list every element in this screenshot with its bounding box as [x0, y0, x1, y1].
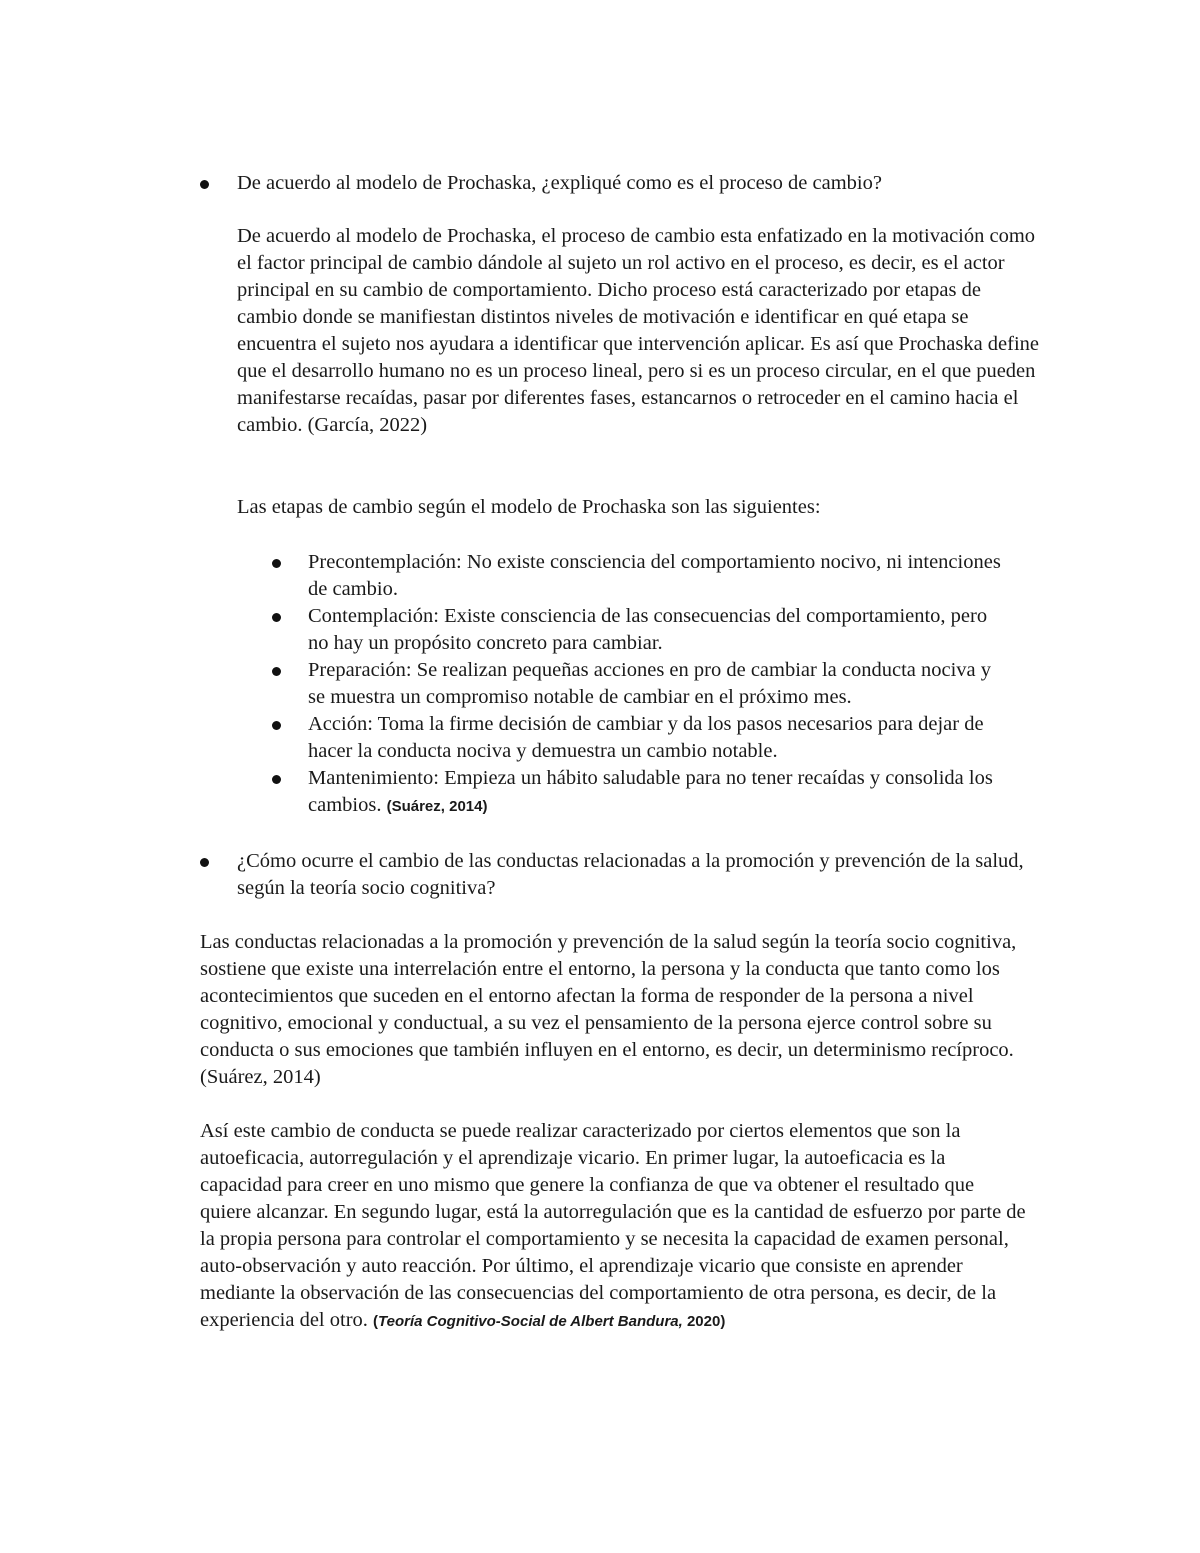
answer-2-paragraph-1: Las conductas relacionadas a la promoción y prevención de la salud según la teoría socio cognitiva, sostiene que existe una interrelación entre el entorno, la persona y la conducta que tanto como los acontecimientos que suceden en el entorno afectan la forma de responder de la persona a nivel cognitivo, emocional y conductual, a su vez el pensamiento de la persona ejerce control sobre su conducta o sus emociones que también influyen en el entorno, es decir, un determinismo recíproco. (Suárez, 2014) — [200, 931, 1017, 1088]
stages-intro: Las etapas de cambio según el modelo de Prochaska son las siguientes: — [237, 496, 821, 518]
question-1 — [200, 170, 1040, 197]
question-2 — [200, 848, 1035, 902]
bandura-citation-title: Teoría Cognitivo-Social de Albert Bandura, — [378, 1313, 683, 1330]
stage-text: Preparación: Se realizan pequeñas acciones en pro de cambiar la conducta nociva y se muestra un compromiso notable de cambiar en el próximo mes. — [308, 659, 992, 708]
bullet-icon — [272, 775, 281, 784]
stage-text: Contemplación: Existe consciencia de las consecuencias del comportamiento, pero no hay un propósito concreto para cambiar. — [308, 605, 988, 654]
stage-text: Mantenimiento: Empieza un hábito saludable para no tener recaídas y consolida los cambios. — [308, 767, 993, 816]
bullet-icon — [200, 180, 209, 189]
answer-2-paragraph-2 — [200, 1118, 1030, 1335]
bullet-icon — [272, 613, 281, 622]
stages-citation: (Suárez, 2014) — [386, 798, 488, 815]
bullet-icon — [272, 667, 281, 676]
stage-item — [272, 765, 1012, 820]
question-2-text: ¿Cómo ocurre el cambio de las conductas relacionadas a la promoción y prevención de la salud, según la teoría socio cognitiva? — [237, 850, 1024, 899]
stage-item — [272, 603, 1012, 657]
bullet-icon — [272, 559, 281, 568]
stage-item — [272, 657, 1012, 711]
answer-2-paragraph-2-text: Así este cambio de conducta se puede realizar caracterizado por ciertos elementos que son la autoeficacia, autorregulación y el aprendizaje vicario. En primer lugar, la autoeficacia es la capacidad para creer en uno mismo que genere la confianza de que va obtener el resultado que quiere alcanzar. En segundo lugar, está la autorregulación que es la cantidad de esfuerzo por parte de la propia persona para controlar el comportamiento y se necesita la capacidad de examen personal, auto-observación y auto reacción. Por último, el aprendizaje vicario que consiste en aprender mediante la observación de las consecuencias del comportamiento de otra persona, es decir, de la experiencia del otro. — [200, 1120, 1026, 1331]
bandura-citation: (Teoría Cognitivo-Social de Albert Bandura, 2020) — [373, 1313, 726, 1330]
stage-item — [272, 549, 1012, 603]
bullet-icon — [200, 858, 209, 867]
stage-text: Acción: Toma la firme decisión de cambiar y da los pasos necesarios para dejar de hacer la conducta nociva y demuestra un cambio notable. — [308, 713, 984, 762]
stage-item — [272, 711, 1012, 765]
bullet-icon — [272, 721, 281, 730]
stage-text: Precontemplación: No existe consciencia del comportamiento nocivo, ni intenciones de cambio. — [308, 551, 1001, 600]
question-1-text: De acuerdo al modelo de Prochaska, ¿expliqué como es el proceso de cambio? — [237, 172, 882, 194]
answer-1-paragraph: De acuerdo al modelo de Prochaska, el proceso de cambio esta enfatizado en la motivación como el factor principal de cambio dándole al sujeto un rol activo en el proceso, es decir, es el actor principal en su cambio de comportamiento. Dicho proceso está caracterizado por etapas de cambio donde se manifiestan distintos niveles de motivación e identificar en qué etapa se encuentra el sujeto nos ayudara a identificar que intervención aplicar. Es así que Prochaska define que el desarrollo humano no es un proceso lineal, pero si es un proceso circular, en el que pueden manifestarse recaídas, pasar por diferentes fases, estancarnos o retroceder en el camino hacia el cambio. (García, 2022) — [237, 225, 1040, 436]
stages-list — [272, 549, 1012, 820]
